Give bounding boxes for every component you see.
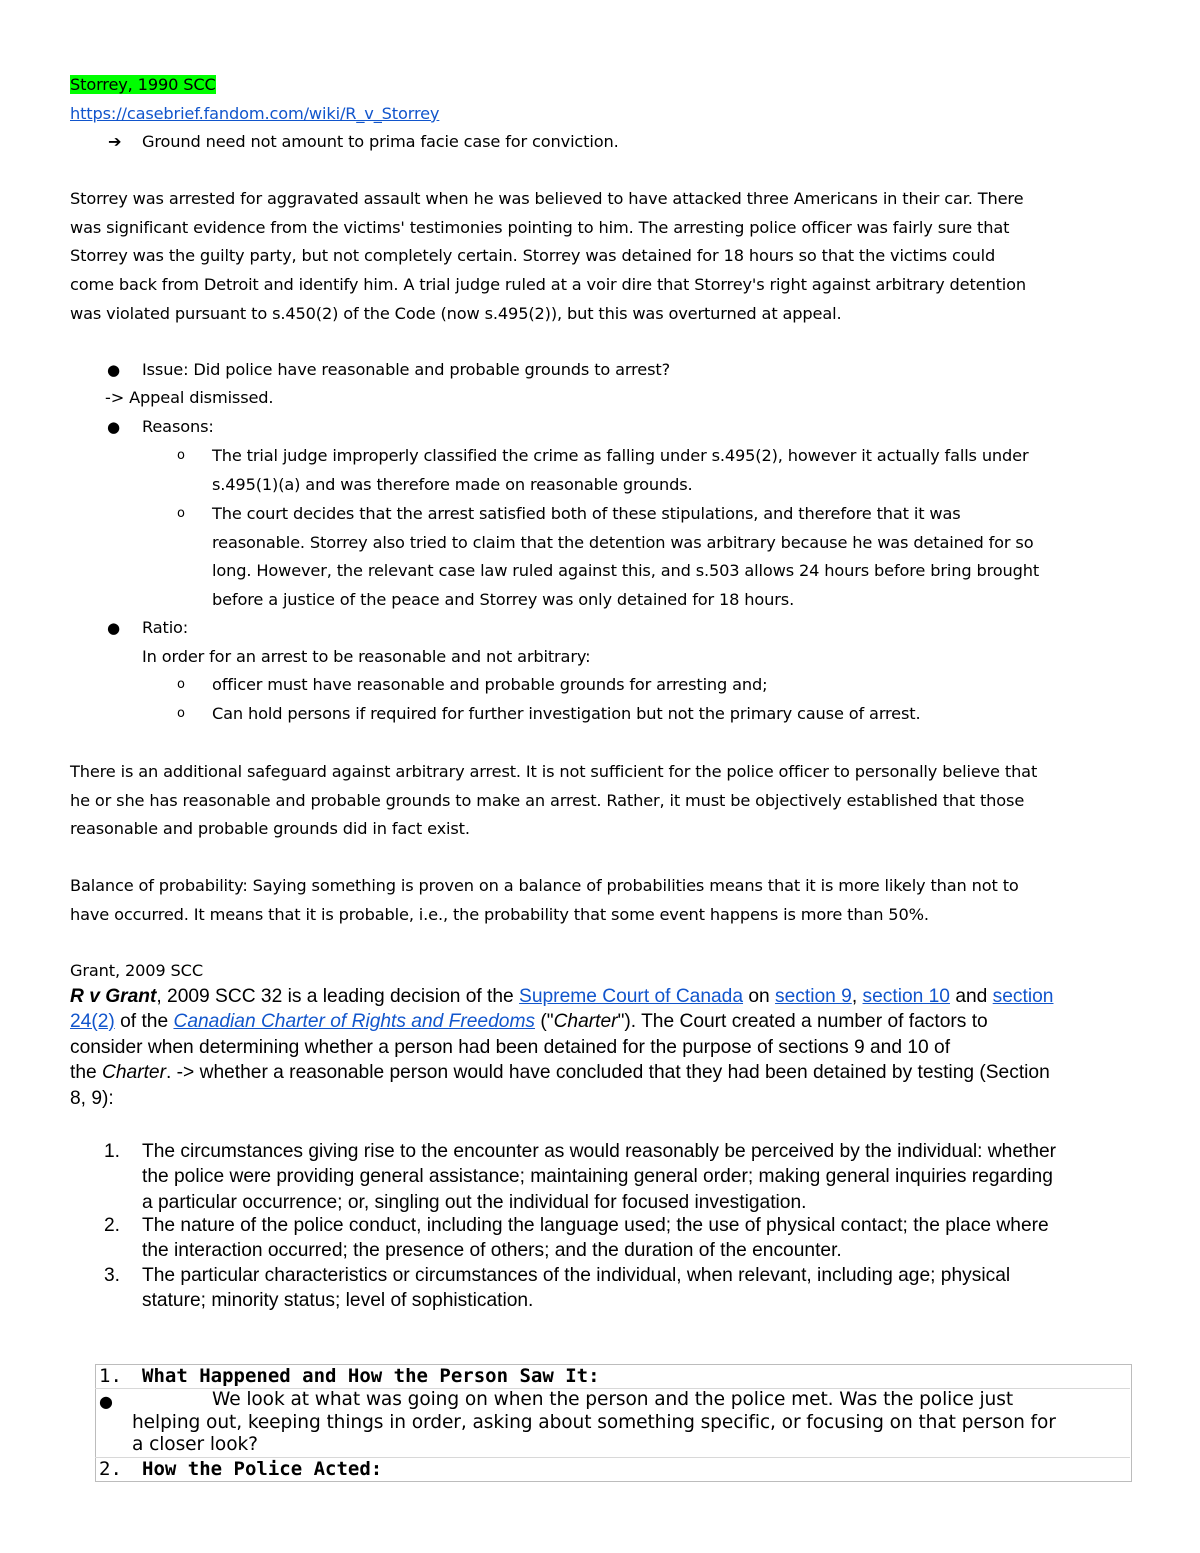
summary-bullet-line-1: We look at what was going on when the person and the police met. Was the police just [212,1389,1014,1410]
grant-intro-line-2 [70,1009,1140,1034]
grant-text: on [743,986,776,1007]
arrow-icon: ➔ [108,132,122,151]
balance-line: have occurred. It means that it is probable, i.e., the probability that some event happens is more than 50%. [70,904,929,924]
grant-text: , [851,986,863,1007]
grant-title: Grant, 2009 SCC [70,961,203,980]
reason-line: long. However, the relevant case law ruled against this, and s.503 allows 24 hours before bring brought [212,561,1040,581]
grant-intro-line-3: consider when determining whether a person had been detained for the purpose of sections 9 and 10 of [70,1037,951,1058]
sub-bullet-icon: o [177,677,185,692]
storrey-ratio-item-1: officer must have reasonable and probable grounds for arresting and; [212,675,768,694]
link-section-24-2-cont[interactable]: 24(2) [70,1011,115,1032]
factor-line: a particular occurrence; or, singling out the individual for focused investigation. [142,1191,807,1213]
grant-text: the [70,1062,103,1083]
safeguard-line: he or she has reasonable and probable grounds to make an arrest. Rather, it must be objectively established that those [70,790,1025,810]
storrey-ratio-label: Ratio: [142,618,189,637]
storrey-reasons-label: Reasons: [142,417,214,436]
reason-line: before a justice of the peace and Storrey was only detained for 18 hours. [212,590,795,610]
grant-text: and [949,986,993,1007]
grant-intro-line-5: 8, 9): [70,1088,114,1109]
grant-factor-1 [142,1139,1132,1215]
link-charter[interactable]: Canadian Charter of Rights and Freedoms [173,1011,536,1032]
factor-line: The nature of the police conduct, including the language used; the use of physical contact; the place where [142,1215,1049,1236]
storrey-reason-2 [212,500,1132,615]
factor-line: the interaction occurred; the presence of others; and the duration of the encounter. [142,1240,842,1262]
reason-line: The trial judge improperly classified the crime as falling under s.495(2), however it actually falls under [212,446,1029,465]
factor-line: The particular characteristics or circumstances of the individual, when relevant, including age; physical [142,1265,1011,1286]
factor-number: 1. [104,1141,121,1162]
storrey-facts [70,185,1132,329]
sub-bullet-icon: o [177,448,185,463]
grant-case-name: R v Grant [70,986,157,1007]
link-section-9[interactable]: section 9 [775,986,852,1007]
grant-text: , 2009 SCC 32 is a leading decision of the [156,986,520,1007]
facts-line: was significant evidence from the victims' testimonies pointing to him. The arresting police officer was fairly sure that [70,217,1010,237]
grant-text: "). The Court created a number of factors to [617,1011,988,1032]
facts-line: Storrey was the guilty party, but not completely certain. Storrey was detained for 18 hours so that the victims could [70,246,996,266]
summary-heading-2-number: 2. [99,1458,122,1480]
storrey-ratio-intro: In order for an arrest to be reasonable and not arbitrary: [142,647,591,666]
storrey-title-text: Storrey, 1990 SCC [70,75,216,94]
grant-charter-word: Charter [102,1062,166,1083]
summary-heading-1: What Happened and How the Person Saw It: [142,1365,600,1387]
sub-bullet-icon: o [177,506,185,521]
safeguard-line: reasonable and probable grounds did in fact exist. [70,819,470,839]
link-section-10[interactable]: section 10 [862,986,950,1007]
grant-charter-word: Charter [553,1011,618,1032]
summary-heading-1-number: 1. [99,1365,122,1387]
storrey-safeguard [70,758,1132,844]
factor-number: 2. [104,1215,121,1236]
storrey-balance [70,872,1132,929]
grant-intro-line-1 [70,984,1140,1009]
bullet-icon: ● [107,418,120,436]
facts-line: come back from Detroit and identify him. A trial judge ruled at a voir dire that Storrey's right against arbitrary detention [70,275,1027,295]
storrey-issue: Issue: Did police have reasonable and probable grounds to arrest? [142,360,671,379]
storrey-link-row [70,100,439,129]
grant-factor-3 [142,1263,1132,1314]
summary-bullet-line-3: a closer look? [132,1434,258,1455]
factor-line: stature; minority status; level of sophistication. [142,1290,534,1312]
storrey-result: -> Appeal dismissed. [105,388,274,407]
sub-bullet-icon: o [177,706,185,721]
storrey-reason-1 [212,442,1132,499]
link-section-24-2[interactable]: section [992,986,1054,1007]
summary-heading-2: How the Police Acted: [142,1458,383,1480]
facts-line: was violated pursuant to s.450(2) of the Code (now s.495(2)), but this was overturned at appeal. [70,303,842,323]
grant-factor-2 [142,1213,1132,1264]
factor-line: The circumstances giving rise to the encounter as would reasonably be perceived by the individual: whether [142,1141,1057,1162]
facts-line: Storrey was arrested for aggravated assault when he was believed to have attacked three Americans in their car. There [70,189,1024,208]
grant-text: . -> whether a reasonable person would have concluded that they had been detained by testing (Section [166,1062,1050,1083]
reason-line: s.495(1)(a) and was therefore made on reasonable grounds. [212,474,693,494]
summary-bullet-line-2: helping out, keeping things in order, asking about something specific, or focusing on that person for [132,1412,1056,1433]
safeguard-line: There is an additional safeguard against arbitrary arrest. It is not sufficient for the police officer to personally believe that [70,762,1038,781]
link-supreme-court[interactable]: Supreme Court of Canada [519,986,744,1007]
reason-line: The court decides that the arrest satisfied both of these stipulations, and therefore that it was [212,504,961,523]
storrey-ratio-item-2: Can hold persons if required for further investigation but not the primary cause of arrest. [212,704,921,723]
grant-intro-line-4 [70,1060,1050,1085]
balance-line: Balance of probability: Saying something is proven on a balance of probabilities means that it is more likely than not to [70,876,1019,895]
factor-number: 3. [104,1265,121,1286]
factor-line: the police were providing general assistance; maintaining general order; making general inquiries regarding [142,1166,1053,1188]
storrey-title [70,71,216,100]
storrey-casebrief-link[interactable]: https://casebrief.fandom.com/wiki/R_v_Storrey [70,104,440,123]
grant-text: of the [114,1011,174,1032]
reason-line: reasonable. Storrey also tried to claim that the detention was arbitrary because he was detained for so [212,532,1034,552]
bullet-icon: ● [99,1392,113,1411]
grant-text: (" [535,1011,554,1032]
bullet-icon: ● [107,619,120,637]
storrey-arrow-point: Ground need not amount to prima facie case for conviction. [142,132,619,151]
bullet-icon: ● [107,361,120,379]
